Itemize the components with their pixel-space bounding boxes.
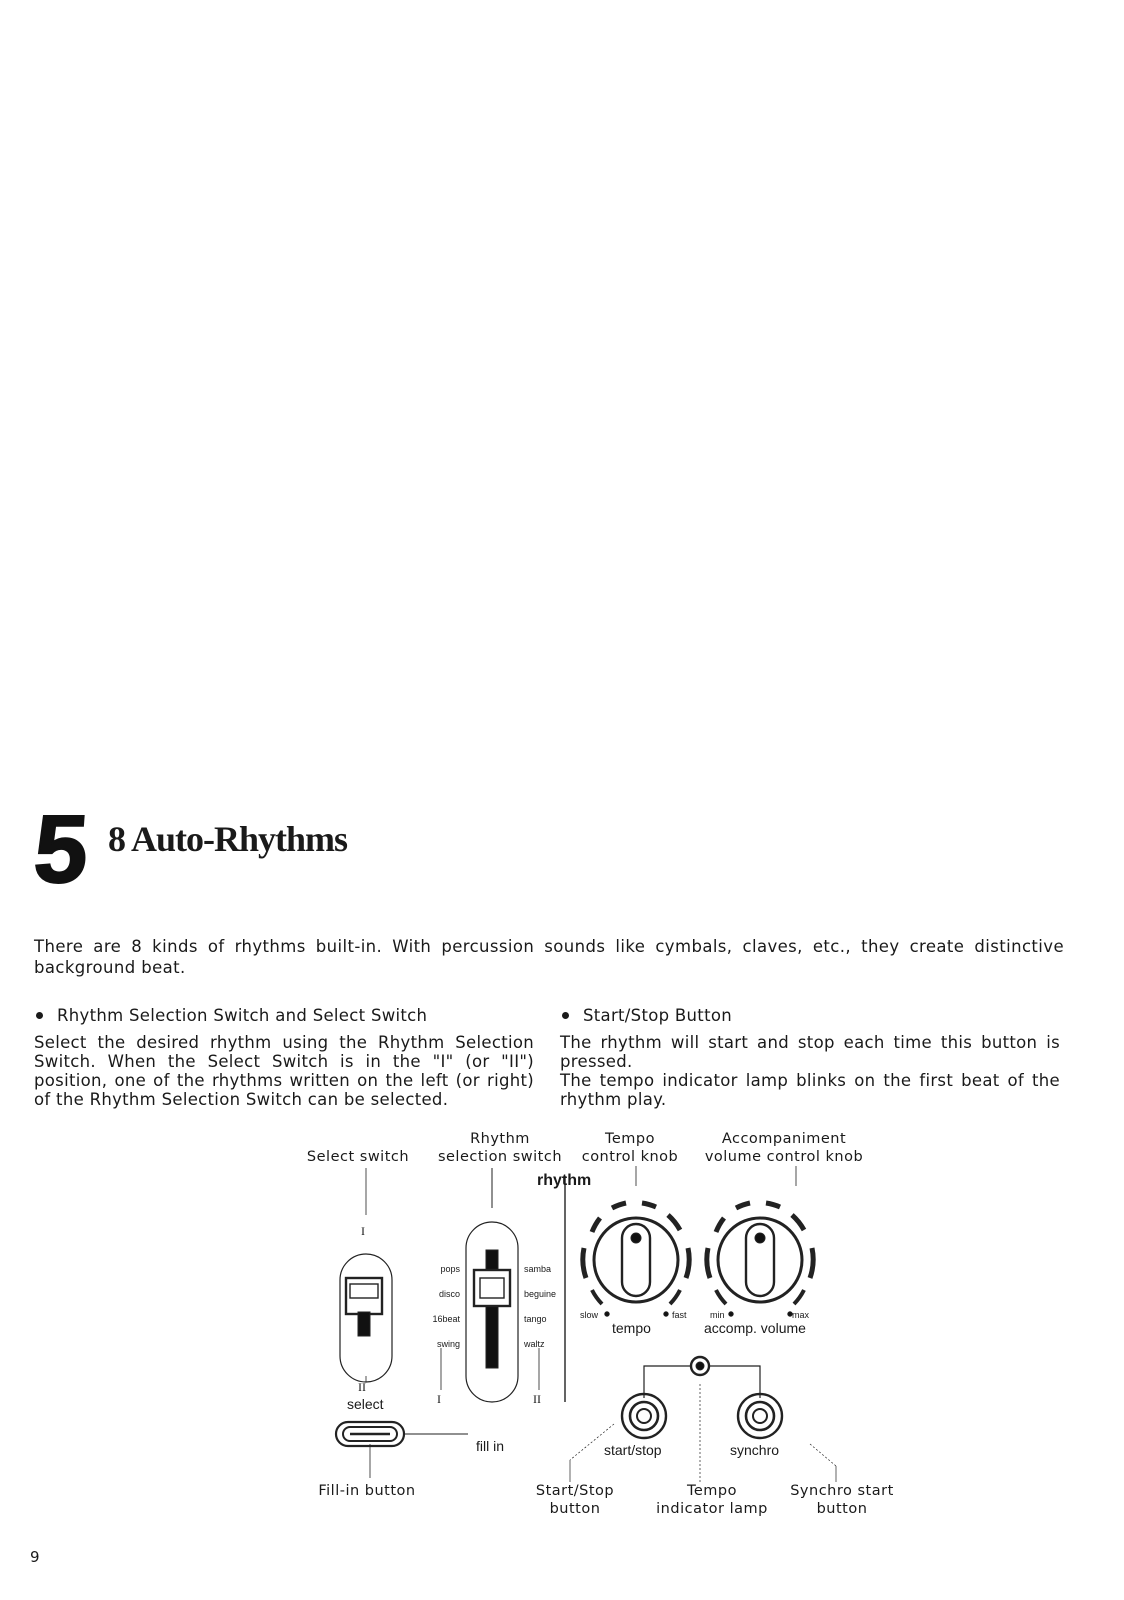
- page-number: 9: [30, 1548, 40, 1566]
- start-stop-button[interactable]: [622, 1394, 666, 1438]
- rhythm-group-I: I: [437, 1392, 441, 1406]
- caption-line: Start/Stop: [535, 1483, 615, 1499]
- synchro-ring-inner: [753, 1409, 767, 1423]
- accomp-scale-mark: [766, 1203, 780, 1207]
- start-stop-ring-inner: [637, 1409, 651, 1423]
- panel-label-fill-in: fill in: [476, 1438, 505, 1454]
- rhythm-name-right: waltz: [524, 1339, 545, 1349]
- tempo-scale-mark: [670, 1290, 680, 1304]
- tempo-max-dot: [664, 1312, 668, 1316]
- accomp-scale-mark: [716, 1218, 724, 1232]
- tempo-knob[interactable]: [583, 1203, 689, 1316]
- left-section-body: Select the desired rhythm using the Rhythm Selection Switch. When the Select Switch is in the "I" (or "II") position, one of the rhythms written on the left (or right) of the Rhythm Selection Switch can be selected.: [34, 1033, 534, 1109]
- caption-line: Rhythm: [470, 1131, 530, 1147]
- caption-fill-in-button: Fill-in button: [318, 1483, 416, 1499]
- start-stop-ring-mid: [630, 1402, 658, 1430]
- synchro-ring-mid: [746, 1402, 774, 1430]
- accomp-min-label: min: [710, 1310, 725, 1320]
- accomp-knob-pointer: [755, 1233, 765, 1243]
- panel-label-tempo: tempo: [612, 1320, 651, 1336]
- tempo-knob-outer: [594, 1218, 678, 1302]
- caption-line: Synchro start: [790, 1483, 894, 1499]
- accomp-min-dot: [729, 1312, 733, 1316]
- tempo-scale-mark: [583, 1248, 586, 1278]
- panel-label-rhythm: rhythm: [537, 1172, 592, 1189]
- tempo-scale-mark: [592, 1218, 600, 1232]
- rhythm-group-II: II: [533, 1392, 541, 1406]
- rhythm-selection-switch-track: [486, 1250, 498, 1368]
- tempo-scale-mark: [592, 1290, 602, 1304]
- right-section-body-2: The tempo indicator lamp blinks on the first beat of the rhythm play.: [560, 1071, 1060, 1109]
- select-position-II: II: [358, 1380, 366, 1394]
- accomp-scale-mark: [736, 1203, 750, 1208]
- tempo-indicator-lamp: [691, 1357, 709, 1375]
- select-switch-stem: [358, 1312, 370, 1336]
- leader-line: [810, 1444, 836, 1466]
- accomp-scale-mark: [794, 1290, 804, 1304]
- left-heading-text: Rhythm Selection Switch and Select Switch: [57, 1006, 428, 1025]
- caption-line: selection switch: [437, 1149, 563, 1165]
- accomp-scale-mark: [716, 1290, 726, 1304]
- caption-line: Tempo: [686, 1483, 737, 1499]
- caption-line: Tempo: [604, 1131, 655, 1147]
- rhythm-name-left: swing: [436, 1339, 460, 1349]
- panel-label-accomp-volume: accomp. volume: [704, 1320, 806, 1336]
- tempo-slow-label: slow: [580, 1310, 599, 1320]
- accomp-knob-outer: [718, 1218, 802, 1302]
- tempo-fast-label: fast: [672, 1310, 687, 1320]
- page-title: 8 Auto-Rhythms: [108, 819, 348, 859]
- rhythm-name-right: samba: [524, 1264, 552, 1274]
- rhythm-name-right: tango: [524, 1314, 547, 1324]
- accomp-max-label: max: [792, 1310, 810, 1320]
- rhythm-name-left: disco: [438, 1289, 460, 1299]
- tempo-scale-mark: [686, 1248, 689, 1278]
- panel-label-synchro: synchro: [730, 1442, 780, 1458]
- tempo-scale-mark: [642, 1203, 656, 1207]
- caption-line: button: [816, 1501, 868, 1517]
- caption-line: Accompaniment: [721, 1131, 847, 1147]
- caption-line: button: [549, 1501, 601, 1517]
- start-stop-ring-outer: [622, 1394, 666, 1438]
- lamp-center: [696, 1362, 704, 1370]
- panel-label-select: select: [347, 1396, 384, 1412]
- select-position-I: I: [361, 1224, 365, 1238]
- panel-label-start-stop: start/stop: [604, 1442, 662, 1458]
- caption-line: volume control knob: [704, 1149, 864, 1165]
- caption-line: indicator lamp: [656, 1501, 768, 1517]
- select-switch-knob-inner: [350, 1284, 378, 1298]
- accomp-volume-knob[interactable]: [707, 1203, 813, 1316]
- right-heading-text: Start/Stop Button: [583, 1006, 732, 1025]
- intro-paragraph: There are 8 kinds of rhythms built-in. With percussion sounds like cymbals, claves, etc., they create distinctive background beat.: [34, 937, 1064, 977]
- synchro-button[interactable]: [738, 1394, 782, 1438]
- chapter-number: 5: [30, 796, 92, 903]
- tempo-scale-mark: [668, 1215, 680, 1230]
- accomp-scale-mark: [792, 1215, 804, 1230]
- accomp-scale-mark: [707, 1248, 710, 1278]
- rhythm-name-left: 16beat: [432, 1314, 460, 1324]
- right-section-body-1: The rhythm will start and stop each time this button is pressed.: [560, 1033, 1060, 1071]
- tempo-min-dot: [605, 1312, 609, 1316]
- lamp-bracket: [710, 1366, 760, 1398]
- accomp-scale-mark: [810, 1248, 813, 1278]
- fill-in-button[interactable]: [336, 1422, 404, 1446]
- lamp-bracket: [644, 1366, 690, 1398]
- caption-select-switch: Select switch: [306, 1149, 410, 1165]
- caption-line: control knob: [581, 1149, 679, 1165]
- tempo-knob-pointer: [631, 1233, 641, 1243]
- rhythm-name-right: beguine: [524, 1289, 557, 1299]
- tempo-scale-mark: [612, 1203, 626, 1208]
- synchro-ring-outer: [738, 1394, 782, 1438]
- rhythm-name-left: pops: [440, 1264, 460, 1274]
